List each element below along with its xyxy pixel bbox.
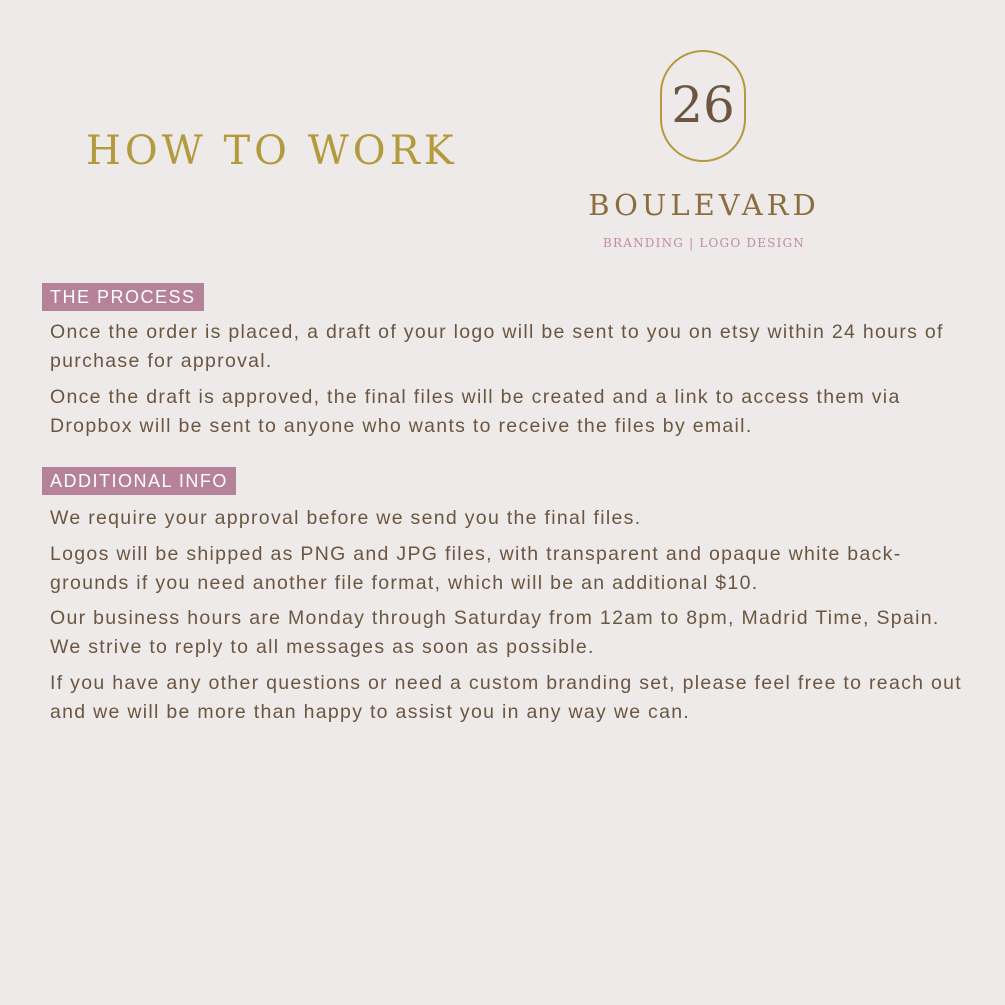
process-paragraph: Once the draft is approved, the final files will be created and a link to access them via Dropbox will be sent to anyone who wants to receive the files by email.	[50, 386, 901, 437]
process-paragraph: Once the order is placed, a draft of your logo will be sent to you on etsy within 24 hours of purchase for approval.	[50, 321, 944, 372]
page-title: HOW TO WORK	[86, 128, 458, 174]
logo-tagline: BRANDING | LOGO DESIGN	[602, 236, 805, 250]
info-paragraph: If you have any other questions or need a custom branding set, please feel free to reach out and we will be more than happy to assist you in any way we can.	[50, 672, 963, 723]
logo-wordmark: BOULEVARD	[588, 188, 820, 222]
section-label-additional-info: ADDITIONAL INFO	[42, 467, 236, 495]
info-paragraph: Logos will be shipped as PNG and JPG files, with transparent and opaque white back-grounds if you need another file format, which will be an additional $10.	[50, 543, 902, 594]
info-paragraph: Our business hours are Monday through Saturday from 12am to 8pm, Madrid Time, Spain. We strive to reply to all messages as soon as possible.	[50, 607, 940, 658]
section-label-process: THE PROCESS	[42, 283, 204, 311]
info-paragraph: We require your approval before we send you the final files.	[50, 507, 642, 529]
logo-number: 26	[671, 76, 735, 134]
